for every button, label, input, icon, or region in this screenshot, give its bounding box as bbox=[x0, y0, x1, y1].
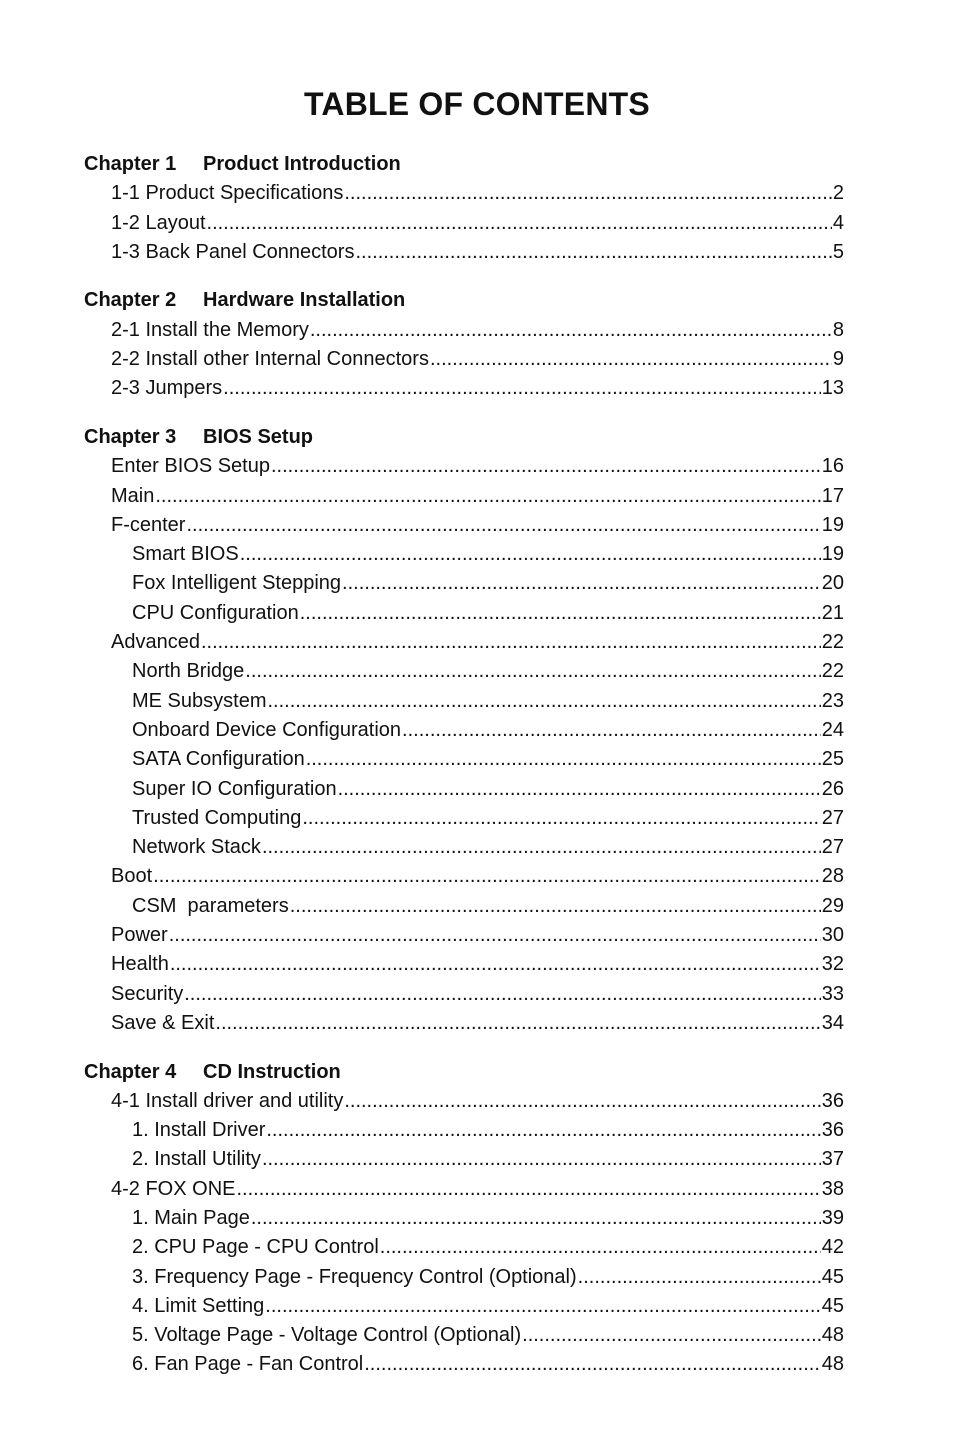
toc-entry-label: 2. Install Utility bbox=[132, 1148, 261, 1171]
toc-entry[interactable] bbox=[84, 833, 844, 862]
toc-entry-label: 1. Install Driver bbox=[132, 1119, 266, 1142]
toc-entry-label: 6. Fan Page - Fan Control bbox=[132, 1353, 364, 1376]
chapter-name: CD Instruction bbox=[203, 1060, 341, 1083]
toc-entry[interactable] bbox=[84, 179, 844, 208]
toc-entry-label: Main bbox=[111, 484, 155, 507]
dot-leader bbox=[306, 745, 821, 774]
toc-entry[interactable] bbox=[84, 892, 844, 921]
toc-entry-page-number: 27 bbox=[821, 806, 844, 829]
toc-entry[interactable] bbox=[84, 1087, 844, 1116]
toc-entry[interactable] bbox=[84, 1350, 844, 1379]
toc-entry[interactable] bbox=[84, 599, 844, 628]
chapter-section bbox=[84, 286, 844, 403]
chapter-number: Chapter 1 bbox=[84, 153, 177, 175]
toc-entry[interactable] bbox=[84, 775, 844, 804]
toc-entry-page-number: 39 bbox=[821, 1206, 844, 1229]
toc-entry-page-number: 19 bbox=[821, 543, 844, 566]
toc-entry-label: Fox Intelligent Stepping bbox=[132, 572, 342, 595]
toc-entry-page-number: 16 bbox=[821, 455, 844, 478]
toc-entry[interactable] bbox=[84, 657, 844, 686]
toc-entry-label: 4-2 FOX ONE bbox=[111, 1177, 236, 1200]
toc-entry[interactable] bbox=[84, 345, 844, 374]
dot-leader bbox=[310, 316, 832, 345]
toc-entry-page-number: 26 bbox=[821, 777, 844, 800]
toc-entry-page-number: 21 bbox=[821, 601, 844, 624]
dot-leader bbox=[380, 1233, 821, 1262]
toc-entry-label: 3. Frequency Page - Frequency Control (Optional) bbox=[132, 1265, 577, 1288]
dot-leader bbox=[266, 1116, 820, 1145]
toc-entry[interactable] bbox=[84, 745, 844, 774]
toc-entry[interactable] bbox=[84, 1233, 844, 1262]
toc-entry-label: CPU Configuration bbox=[132, 601, 299, 624]
toc-entry-label: Power bbox=[111, 924, 168, 947]
toc-entry-page-number: 13 bbox=[821, 377, 844, 400]
dot-leader bbox=[223, 374, 821, 403]
dot-leader bbox=[240, 540, 821, 569]
toc-entry-page-number: 48 bbox=[821, 1353, 844, 1376]
toc-entry[interactable] bbox=[84, 980, 844, 1009]
toc-entry-label: 4. Limit Setting bbox=[132, 1294, 265, 1317]
toc-entry-label: Network Stack bbox=[132, 836, 261, 859]
dot-leader bbox=[170, 950, 821, 979]
dot-leader bbox=[522, 1321, 821, 1350]
toc-entry-page-number: 9 bbox=[832, 348, 844, 371]
dot-leader bbox=[342, 569, 821, 598]
chapter-section bbox=[84, 150, 844, 267]
toc-entry-label: Smart BIOS bbox=[132, 543, 239, 566]
toc-entry-label: CSM parameters bbox=[132, 894, 289, 917]
toc-entry-label: Enter BIOS Setup bbox=[111, 455, 270, 478]
dot-leader bbox=[271, 452, 821, 481]
toc-entry-page-number: 34 bbox=[821, 1011, 844, 1034]
dot-leader bbox=[184, 980, 821, 1009]
chapter-number: Chapter 4 bbox=[84, 1060, 177, 1083]
chapter-number: Chapter 2 bbox=[84, 289, 177, 312]
toc-entry-page-number: 45 bbox=[821, 1265, 844, 1288]
dot-leader bbox=[265, 1292, 820, 1321]
dot-leader bbox=[402, 716, 821, 745]
dot-leader bbox=[344, 179, 832, 208]
toc-entry[interactable] bbox=[84, 1321, 844, 1350]
toc-entry-label: Advanced bbox=[111, 631, 200, 654]
dot-leader bbox=[300, 599, 821, 628]
dot-leader bbox=[186, 511, 820, 540]
toc-entry[interactable] bbox=[84, 804, 844, 833]
toc-entry-page-number: 17 bbox=[821, 484, 844, 507]
toc-entry[interactable] bbox=[84, 238, 844, 267]
dot-leader bbox=[578, 1263, 821, 1292]
dot-leader bbox=[338, 775, 821, 804]
toc-entry-label: SATA Configuration bbox=[132, 748, 305, 771]
toc-entry-page-number: 36 bbox=[821, 1089, 844, 1112]
dot-leader bbox=[262, 833, 821, 862]
toc-entry[interactable] bbox=[84, 921, 844, 950]
toc-entry-label: Health bbox=[111, 953, 169, 976]
toc-entry-page-number: 29 bbox=[821, 894, 844, 917]
toc-entry[interactable] bbox=[84, 452, 844, 481]
toc-entry-page-number: 23 bbox=[821, 689, 844, 712]
toc-entry-label: North Bridge bbox=[132, 660, 245, 683]
toc-entry[interactable] bbox=[84, 1292, 844, 1321]
dot-leader bbox=[207, 209, 832, 238]
toc-entry[interactable] bbox=[84, 540, 844, 569]
toc-entry-page-number: 8 bbox=[832, 318, 844, 341]
toc-entry-label: ME Subsystem bbox=[132, 689, 267, 712]
toc-entry[interactable] bbox=[84, 511, 844, 540]
dot-leader bbox=[201, 628, 821, 657]
toc-entry-page-number: 22 bbox=[821, 660, 844, 683]
page-title: TABLE OF CONTENTS bbox=[304, 86, 650, 122]
toc-entry[interactable] bbox=[84, 569, 844, 598]
chapter-heading bbox=[84, 423, 844, 452]
toc-entry[interactable] bbox=[84, 1145, 844, 1174]
dot-leader bbox=[344, 1087, 820, 1116]
toc-entry[interactable] bbox=[84, 1009, 844, 1038]
toc-entry-page-number: 38 bbox=[821, 1177, 844, 1200]
toc-entry-label: Trusted Computing bbox=[132, 806, 302, 829]
toc-entry[interactable] bbox=[84, 1175, 844, 1204]
chapter-heading bbox=[84, 150, 844, 179]
dot-leader bbox=[236, 1175, 820, 1204]
table-of-contents bbox=[84, 150, 844, 1380]
toc-entry-page-number: 4 bbox=[832, 211, 844, 234]
toc-entry-page-number: 30 bbox=[821, 924, 844, 947]
toc-entry-page-number: 19 bbox=[821, 513, 844, 536]
toc-entry-label: 2-2 Install other Internal Connectors bbox=[111, 348, 429, 371]
toc-entry-label: 4-1 Install driver and utility bbox=[111, 1089, 344, 1112]
toc-entry-page-number: 2 bbox=[832, 182, 844, 205]
chapter-heading bbox=[84, 1058, 844, 1087]
chapter-heading bbox=[84, 286, 844, 315]
dot-leader bbox=[169, 921, 821, 950]
toc-entry-page-number: 33 bbox=[821, 982, 844, 1005]
dot-leader bbox=[267, 687, 820, 716]
toc-entry-label: 2-3 Jumpers bbox=[111, 377, 223, 400]
toc-entry[interactable] bbox=[84, 716, 844, 745]
toc-entry-page-number: 36 bbox=[821, 1119, 844, 1142]
toc-entry[interactable] bbox=[84, 1263, 844, 1292]
dot-leader bbox=[430, 345, 832, 374]
toc-entry-label: 1-1 Product Specifications bbox=[111, 182, 344, 205]
chapter-name: Hardware Installation bbox=[203, 289, 406, 312]
dot-leader bbox=[364, 1350, 821, 1379]
toc-entry-page-number: 37 bbox=[821, 1148, 844, 1171]
dot-leader bbox=[290, 892, 821, 921]
toc-entry-label: Security bbox=[111, 982, 184, 1005]
chapter-name: BIOS Setup bbox=[203, 425, 314, 448]
dot-leader bbox=[302, 804, 820, 833]
dot-leader bbox=[262, 1145, 821, 1174]
toc-entry-page-number: 48 bbox=[821, 1324, 844, 1347]
chapter-number: Chapter 3 bbox=[84, 425, 177, 448]
dot-leader bbox=[251, 1204, 821, 1233]
dot-leader bbox=[153, 862, 821, 891]
toc-entry-page-number: 22 bbox=[821, 631, 844, 654]
dot-leader bbox=[355, 238, 831, 267]
toc-entry-page-number: 20 bbox=[821, 572, 844, 595]
toc-entry-page-number: 32 bbox=[821, 953, 844, 976]
toc-entry[interactable] bbox=[84, 316, 844, 345]
toc-entry-label: Save & Exit bbox=[111, 1011, 215, 1034]
toc-entry-page-number: 28 bbox=[821, 865, 844, 888]
toc-entry-page-number: 45 bbox=[821, 1294, 844, 1317]
toc-entry[interactable] bbox=[84, 862, 844, 891]
toc-entry-label: F-center bbox=[111, 513, 186, 536]
toc-entry-label: 5. Voltage Page - Voltage Control (Optional) bbox=[132, 1324, 522, 1347]
toc-entry-label: 1-2 Layout bbox=[111, 211, 206, 234]
chapter-section bbox=[84, 423, 844, 1038]
toc-entry[interactable] bbox=[84, 628, 844, 657]
toc-entry-page-number: 42 bbox=[821, 1236, 844, 1259]
chapter-section bbox=[84, 1058, 844, 1380]
toc-entry[interactable] bbox=[84, 482, 844, 511]
toc-entry[interactable] bbox=[84, 1204, 844, 1233]
toc-entry[interactable] bbox=[84, 209, 844, 238]
dot-leader bbox=[215, 1009, 820, 1038]
toc-entry-page-number: 5 bbox=[832, 240, 844, 263]
toc-entry-page-number: 24 bbox=[821, 718, 844, 741]
chapter-name: Product Introduction bbox=[203, 153, 401, 175]
toc-entry[interactable] bbox=[84, 950, 844, 979]
toc-entry-label: Boot bbox=[111, 865, 153, 888]
toc-entry-label: 2-1 Install the Memory bbox=[111, 318, 309, 341]
dot-leader bbox=[245, 657, 820, 686]
toc-entry-label: 2. CPU Page - CPU Control bbox=[132, 1236, 379, 1259]
toc-entry-page-number: 25 bbox=[821, 748, 844, 771]
toc-entry-page-number: 27 bbox=[821, 836, 844, 859]
toc-entry[interactable] bbox=[84, 1116, 844, 1145]
toc-entry-label: 1. Main Page bbox=[132, 1206, 250, 1229]
dot-leader bbox=[155, 482, 820, 511]
toc-entry-label: Super IO Configuration bbox=[132, 777, 337, 800]
toc-entry[interactable] bbox=[84, 687, 844, 716]
toc-entry-label: Onboard Device Configuration bbox=[132, 718, 402, 741]
toc-entry-label: 1-3 Back Panel Connectors bbox=[111, 240, 355, 263]
toc-entry[interactable] bbox=[84, 374, 844, 403]
